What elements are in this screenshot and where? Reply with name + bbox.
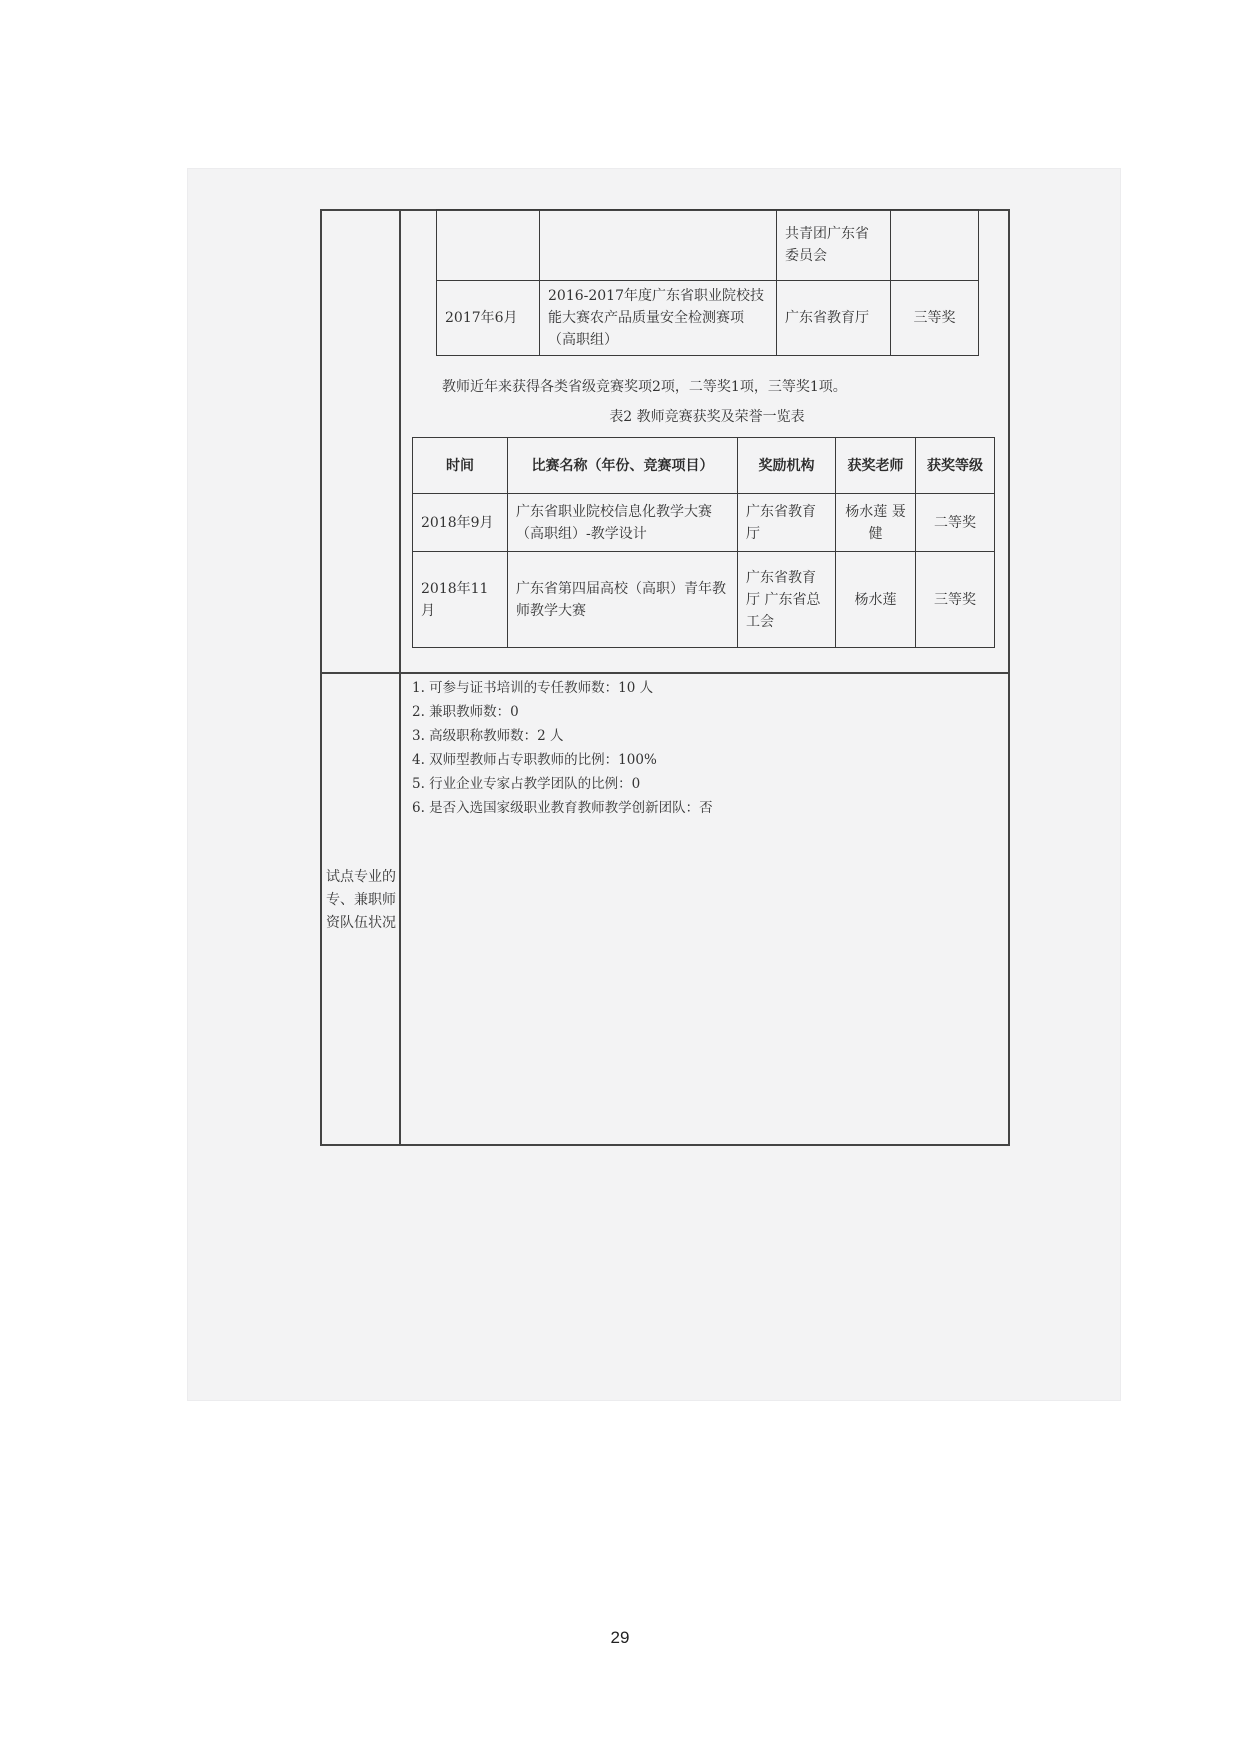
list-item: 2. 兼职教师数：0	[412, 704, 519, 720]
staff-section-label: 试点专业的专、兼职师资队伍状况	[326, 869, 396, 931]
table2-caption: 表2 教师竞赛获奖及荣誉一览表	[609, 409, 805, 425]
cell-time	[437, 210, 540, 281]
list-item: 6. 是否入选国家级职业教育教师教学创新团队：否	[412, 800, 713, 816]
cell-level: 二等奖	[916, 494, 995, 552]
cell-level: 三等奖	[891, 281, 979, 356]
list-item: 1. 可参与证书培训的专任教师数：10 人	[412, 680, 654, 696]
staff-status-list	[412, 676, 713, 820]
header-org: 奖励机构	[738, 438, 836, 494]
list-item: 5. 行业企业专家占教学团队的比例：0	[412, 776, 641, 792]
table-row	[437, 281, 979, 356]
cell-name: 广东省第四届高校（高职）青年教师教学大赛	[508, 552, 738, 648]
table-row	[437, 210, 979, 281]
table-row	[413, 552, 995, 648]
awards-table-continued	[436, 209, 979, 356]
cell-teacher: 杨水莲	[836, 552, 916, 648]
header-name: 比赛名称（年份、竞赛项目）	[508, 438, 738, 494]
header-level: 获奖等级	[916, 438, 995, 494]
label-column-divider	[399, 209, 401, 1146]
table-row	[413, 494, 995, 552]
cell-name: 2016-2017年度广东省职业院校技能大赛农产品质量安全检测赛项（高职组）	[540, 281, 777, 356]
cell-org: 广东省教育厅	[777, 281, 891, 356]
header-time: 时间	[413, 438, 508, 494]
competition-awards-table	[412, 437, 995, 648]
cell-time: 2017年6月	[437, 281, 540, 356]
table-header-row	[413, 438, 995, 494]
cell-org: 共青团广东省委员会	[777, 210, 891, 281]
cell-level	[891, 210, 979, 281]
cell-name	[540, 210, 777, 281]
awards-summary-text: 教师近年来获得各类省级竞赛奖项2项，二等奖1项，三等奖1项。	[442, 379, 847, 395]
cell-org: 广东省教育厅 广东省总工会	[738, 552, 836, 648]
cell-org: 广东省教育厅	[738, 494, 836, 552]
header-teacher: 获奖老师	[836, 438, 916, 494]
cell-level: 三等奖	[916, 552, 995, 648]
cell-name: 广东省职业院校信息化教学大赛（高职组）-教学设计	[508, 494, 738, 552]
cell-teacher: 杨水莲 聂健	[836, 494, 916, 552]
page-number: 29	[610, 1628, 630, 1647]
list-item: 4. 双师型教师占专职教师的比例：100%	[412, 752, 657, 768]
section-divider	[320, 672, 1010, 674]
cell-time: 2018年11月	[413, 552, 508, 648]
cell-time: 2018年9月	[413, 494, 508, 552]
list-item: 3. 高级职称教师数：2 人	[412, 728, 564, 744]
